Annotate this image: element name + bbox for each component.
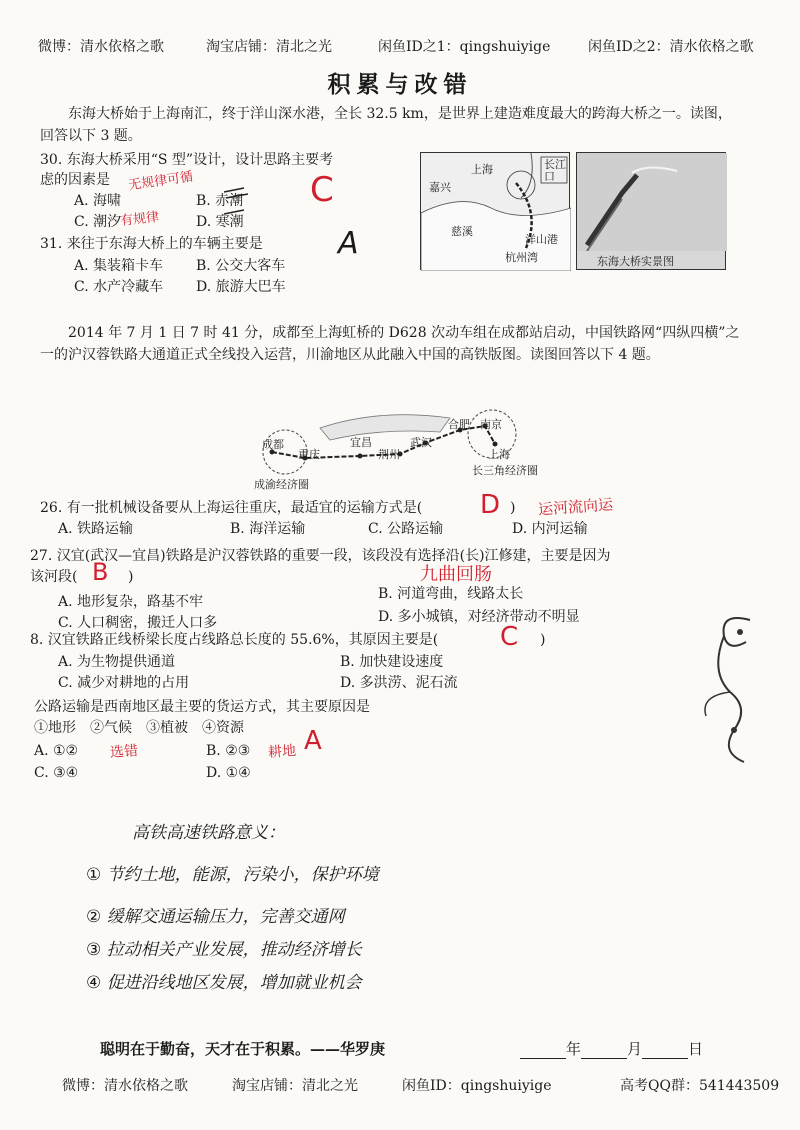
q27-option-c: C. 人口稠密，搬迁人口多 [58,615,218,631]
rail-city-jingzhou: 荆州 [378,448,400,461]
map-hangzhou-bay [420,152,570,270]
rail-city-yichang: 宜昌 [350,436,372,449]
q26-option-b: B. 海洋运输 [230,521,306,537]
q31-option-a: A. 集装箱卡车 [74,258,164,274]
q31-answer: A [338,226,359,261]
corner-ornament-icon [690,612,762,768]
page-title: 积累与改错 [327,71,473,98]
q30-option-a: A. 海啸 [74,193,122,209]
header-weibo: 微博：清水依格之歌 [38,39,164,55]
notes-line-2: ② 缓解交通运输压力，完善交通网 [86,907,345,927]
q29-factors: ①地形 ②气候 ③植被 ④资源 [34,720,244,736]
footer-qq: 高考QQ群：541443509 [620,1078,780,1094]
q30-strike-marks [222,186,252,226]
q31-stem: 31. 来往于东海大桥上的车辆主要是 [40,236,263,252]
q29-option-c: C. ③④ [34,765,79,781]
rail-city-shanghai: 上海 [488,448,510,461]
q27-close: ) [128,569,134,585]
q28-option-b: B. 加快建设速度 [340,654,444,670]
bridge-photo-image [577,153,727,251]
q29-option-a: A. ①② [34,743,79,759]
rail-city-hefei: 合肥 [448,418,470,431]
q30-option-c: C. 潮汐 [74,214,122,230]
rail-region-west: 成渝经济圈 [254,478,309,491]
map-label-cixi: 慈溪 [451,225,473,238]
map-label-jiaxing: 嘉兴 [429,181,451,194]
q26-option-d: D. 内河运输 [512,521,588,537]
q31-option-c: C. 水产冷藏车 [74,279,164,295]
rail-city-chongqing: 重庆 [298,448,320,461]
rail-city-nanjing: 南京 [480,418,502,431]
q26-option-c: C. 公路运输 [368,521,444,537]
q26-close: ) [510,500,516,516]
q26-note: 运河流向运 [537,495,614,519]
q27-answer: B [92,558,109,586]
q27-stem-1: 27. 汉宜(武汉—宜昌)铁路是沪汉蓉铁路的重要一段，该段没有选择沿(长)江修建，主要是因为 [30,548,611,564]
q30-note-a: 无规律可循 [127,169,195,194]
q30-answer: C [310,170,334,210]
rail-region-east: 长三角经济圈 [472,464,538,477]
bridge-photo [576,152,726,270]
q28-answer: C [500,622,519,652]
date-year: 年 [566,1040,582,1058]
notes-title: 高铁高速铁路意义： [132,823,285,843]
map-label-hangzhou-bay: 杭州湾 [505,251,538,264]
q27-stem-2: 该河段( [30,569,78,585]
footer-taobao: 淘宝店铺：清北之光 [232,1078,358,1094]
q27-note: 九曲回肠 [420,564,492,585]
q29-note-b: 耕地 [267,743,297,761]
q30-option-d: D. 寒潮 [196,214,244,230]
notes-line-1: ① 节约土地，能源，污染小，保护环境 [86,865,379,885]
q28-close: ) [540,632,546,648]
rail-city-wuhan: 武汉 [410,436,432,449]
q28-stem: 8. 汉宜铁路正线桥梁长度占线路总长度的 55.6%，其原因主要是( [30,632,439,648]
q30-stem-1: 30. 东海大桥采用“S 型”设计，设计思路主要考 [40,152,334,168]
q27-option-b: B. 河道弯曲，线路太长 [378,586,524,602]
q30-note-c: 有规律 [119,209,160,229]
photo-caption: 东海大桥实景图 [597,255,674,268]
q26-stem: 26. 有一批机械设备要从上海运往重庆，最适宜的运输方式是( [40,500,423,516]
q28-option-a: A. 为生物提供通道 [58,654,176,670]
q30-stem-2: 虑的因素是 [40,172,110,188]
footer-xianyu: 闲鱼ID：qingshuiyige [402,1078,552,1094]
q31-option-b: B. 公交大客车 [196,258,286,274]
q27-option-d: D. 多小城镇，对经济带动不明显 [378,609,580,625]
q29-option-b: B. ②③ [206,743,251,759]
passage-bridge: 东海大桥始于上海南汇，终于洋山深水港，全长 32.5 km，是世界上建造难度最大的跨海大桥之一。读图，回答以下 3 题。 [40,106,732,144]
notes-line-3: ③ 拉动相关产业发展，推动经济增长 [86,940,362,960]
motto-quote: 聪明在于勤奋，天才在于积累。——华罗庚 [100,1040,386,1058]
passage-railway: 2014 年 7 月 1 日 7 时 41 分，成都至上海虹桥的 D628 次动车组在成都站启动，中国铁路网“四纵四横”之一的沪汉蓉铁路大通道正式全线投入运营，川渝地区从此融入中国的高铁版图。读图回答以下 4 题。 [40,325,740,363]
q29-note-a: 选错 [109,743,139,761]
q29-answer: A [304,726,322,756]
railway-diagram [250,388,550,490]
q26-answer: D [480,490,501,520]
q30-option-b: B. 赤潮 [196,193,244,209]
notes-line-4: ④ 促进沿线地区发展，增加就业机会 [86,973,362,993]
date-month: 月 [627,1040,643,1058]
q26-option-a: A. 铁路运输 [58,521,134,537]
rail-city-chengdu: 成都 [262,438,284,451]
header-taobao: 淘宝店铺：清北之光 [206,39,332,55]
q28-option-d: D. 多洪涝、泥石流 [340,675,458,691]
map-label-yangshan: 洋山港 [525,233,558,246]
q29-option-d: D. ①④ [206,765,251,781]
q27-option-a: A. 地形复杂，路基不牢 [58,594,204,610]
footer-weibo: 微博：清水依格之歌 [62,1078,188,1094]
map-label-changjiang: 长江口 [544,158,566,183]
date-line [520,1038,703,1059]
header-xianyu-1: 闲鱼ID之1：qingshuiyige [378,39,551,55]
map-label-shanghai: 上海 [471,163,493,176]
header-xianyu-2: 闲鱼ID之2：清水依格之歌 [588,39,754,55]
q29-stem: 公路运输是西南地区最主要的货运方式，其主要原因是 [34,699,370,715]
q28-option-c: C. 减少对耕地的占用 [58,675,190,691]
date-day: 日 [688,1040,704,1058]
q31-option-d: D. 旅游大巴车 [196,279,286,295]
